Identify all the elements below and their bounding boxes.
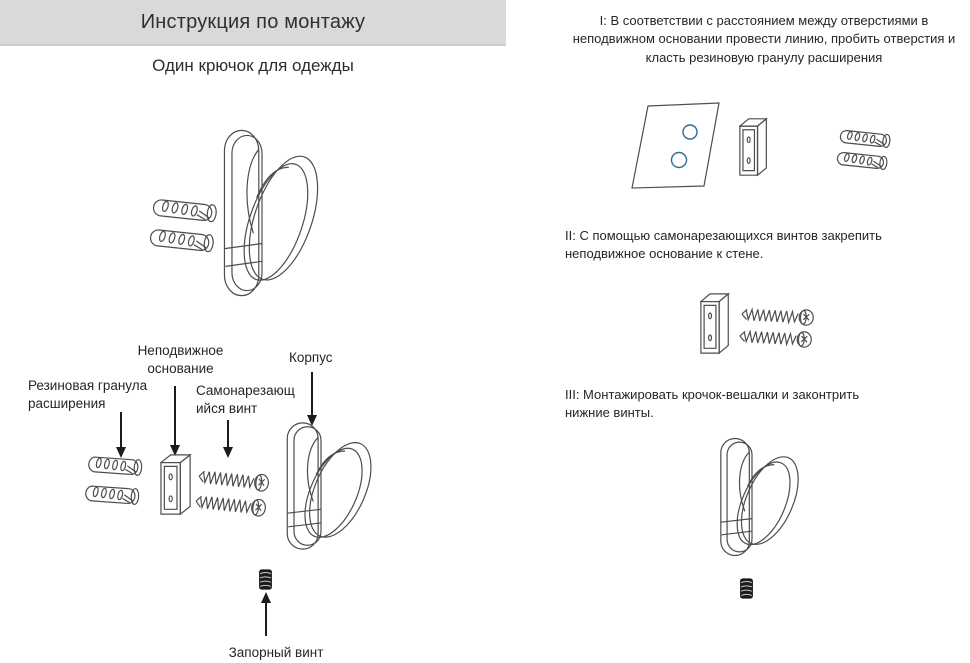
set-screw-drawing xyxy=(258,567,273,592)
step-2-illustration xyxy=(693,286,833,356)
set-screw-drawing xyxy=(739,576,754,601)
wall-plate-drawing xyxy=(632,103,719,188)
screw-drawing xyxy=(740,329,812,348)
rubber-plug-drawing xyxy=(85,485,139,504)
hook-body-drawing xyxy=(224,130,331,295)
step-3-illustration xyxy=(703,434,801,560)
rubber-plug-drawing xyxy=(88,456,142,475)
step-1-illustration xyxy=(625,95,925,200)
header-bar xyxy=(0,0,506,46)
rubber-plug-drawing xyxy=(837,152,888,170)
label-fixed-base: Неподвижное основание xyxy=(137,343,224,376)
fixed-base-drawing xyxy=(161,455,190,514)
fixed-base-drawing xyxy=(701,294,728,353)
step-1-text: I: В соответствии с расстоянием между отверстиями в неподвижном основании провести линию, пробить отверстия и класть резиновую гранулу расширения xyxy=(572,13,956,65)
page-subtitle: Один крючок для одежды xyxy=(152,56,354,75)
hook-body-drawing xyxy=(721,439,810,556)
screw-drawing xyxy=(742,307,814,326)
exploded-view-figure xyxy=(78,412,388,562)
screw-drawing xyxy=(198,468,269,492)
assembled-hook-figure xyxy=(145,122,330,304)
hook-body-drawing xyxy=(287,423,383,549)
step-3-text: III: Монтажировать крочок-вешалки и законтрить нижние винты. xyxy=(565,387,860,421)
up-arrow-icon xyxy=(259,592,273,636)
screw-drawing xyxy=(195,493,266,517)
drill-holes-icon xyxy=(672,125,698,168)
label-locking-screw: Запорный винт xyxy=(228,645,324,660)
rubber-plug-drawing xyxy=(153,199,217,222)
fixed-base-drawing xyxy=(740,119,766,175)
label-body: Корпус xyxy=(289,350,333,365)
label-self-tapping-screw: Самонарезающийся винт xyxy=(196,383,295,416)
label-rubber-plug: Резиновая гранула расширения xyxy=(28,378,148,411)
step-2-text: II: С помощью самонарезающихся винтов закрепить неподвижное основание к стене. xyxy=(565,228,882,262)
page-title: Инструкция по монтажу xyxy=(140,10,366,33)
rubber-plug-drawing xyxy=(840,130,891,148)
rubber-plug-drawing xyxy=(150,229,214,252)
